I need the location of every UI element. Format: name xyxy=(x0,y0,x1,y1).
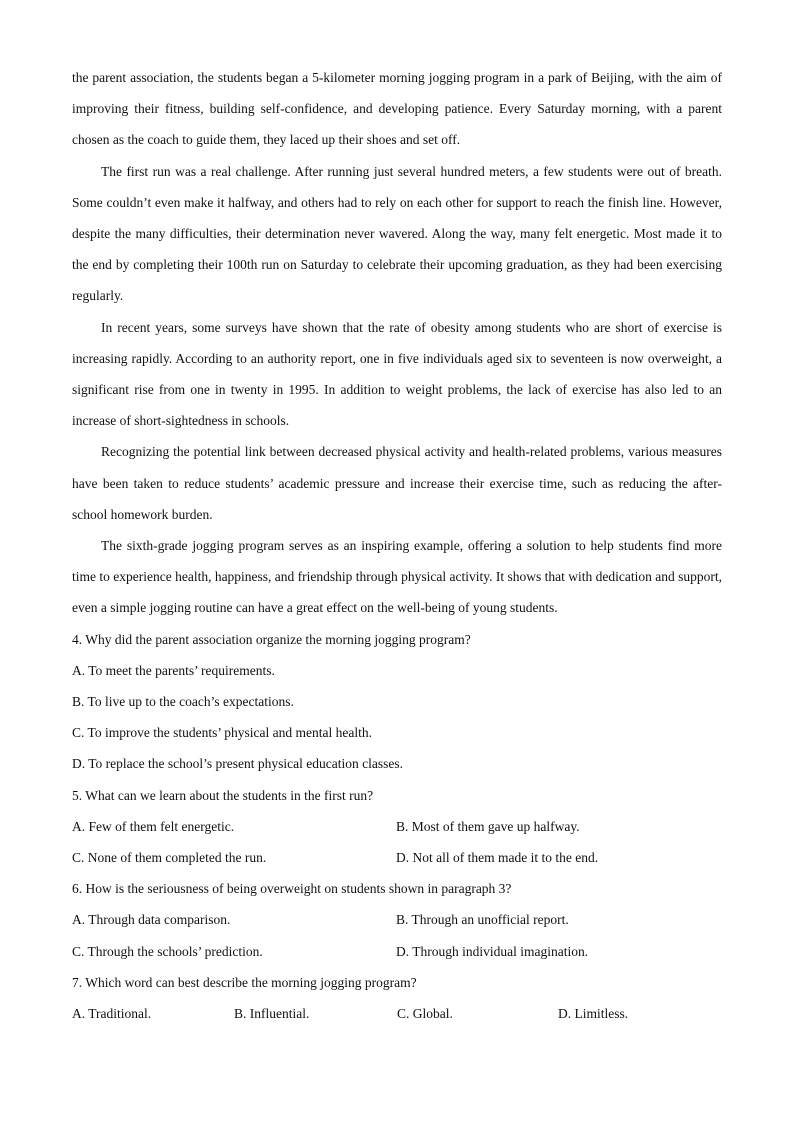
option-c: C. Global. xyxy=(397,1006,453,1022)
option-b: B. Through an unofficial report. xyxy=(396,912,569,928)
question-4 xyxy=(72,624,722,780)
option-b: B. Most of them gave up halfway. xyxy=(396,818,580,834)
option-b: B. Influential. xyxy=(234,1006,310,1022)
document-page xyxy=(72,62,722,1029)
question-6 xyxy=(72,873,722,967)
passage-paragraph-5: The sixth-grade jogging program serves as an inspiring example, offering a solution to help students find more time to experience health, happiness, and friendship through physical activity. It shows that with dedication and support, even a simple jogging routine can have a great effect on the well-being of young students. xyxy=(72,538,722,616)
option-a: A. Through data comparison. xyxy=(72,912,231,928)
passage-paragraph-4: Recognizing the potential link between decreased physical activity and health-related problems, various measures have been taken to reduce students’ academic pressure and increase their exercise time, such as reducing the after-school homework burden. xyxy=(72,444,722,522)
option-row xyxy=(72,998,722,1029)
option-row xyxy=(72,811,722,842)
passage-paragraph-3: In recent years, some surveys have shown that the rate of obesity among students who are short of exercise is increasing rapidly. According to an authority report, one in five individuals aged six to seventeen is now overweight, a significant rise from one in twenty in 1995. In addition to weight problems, the lack of exercise has also led to an increase of short-sightedness in schools. xyxy=(72,319,722,429)
option-row xyxy=(72,904,722,935)
passage-paragraph-1: the parent association, the students began a 5-kilometer morning jogging program in a park of Beijing, with the aim of improving their fitness, building self-confidence, and developing patience. Every Saturday morning, with a parent chosen as the coach to guide them, they laced up their shoes and set off. xyxy=(72,70,722,148)
passage-paragraph-2: The first run was a real challenge. After running just several hundred meters, a few students were out of breath. Some couldn’t even make it halfway, and others had to rely on each other for support to reach the finish line. However, despite the many difficulties, their determination never wavered. Along the way, many felt energetic. Most made it to the end by completing their 100th run on Saturday to celebrate their upcoming graduation, as they had been exercising regularly. xyxy=(72,163,722,304)
option-d: D. Through individual imagination. xyxy=(396,943,589,959)
option-c: C. None of them completed the run. xyxy=(72,850,267,866)
question-7 xyxy=(72,967,722,1029)
option-c: C. To improve the students’ physical and mental health. xyxy=(72,725,372,741)
question-stem: 7. Which word can best describe the morning jogging program? xyxy=(72,974,417,990)
option-c: C. Through the schools’ prediction. xyxy=(72,943,263,959)
question-5 xyxy=(72,780,722,874)
question-stem: 6. How is the seriousness of being overweight on students shown in paragraph 3? xyxy=(72,881,512,897)
option-d: D. Not all of them made it to the end. xyxy=(396,850,599,866)
question-stem: 4. Why did the parent association organize the morning jogging program? xyxy=(72,631,471,647)
option-d: D. Limitless. xyxy=(558,1006,629,1022)
option-b: B. To live up to the coach’s expectations. xyxy=(72,694,294,710)
reading-passage xyxy=(72,62,722,624)
option-a: A. To meet the parents’ requirements. xyxy=(72,662,275,678)
option-row xyxy=(72,842,722,873)
option-a: A. Traditional. xyxy=(72,1006,152,1022)
option-d: D. To replace the school’s present physical education classes. xyxy=(72,756,403,772)
option-row xyxy=(72,936,722,967)
option-a: A. Few of them felt energetic. xyxy=(72,818,235,834)
question-stem: 5. What can we learn about the students in the first run? xyxy=(72,787,374,803)
